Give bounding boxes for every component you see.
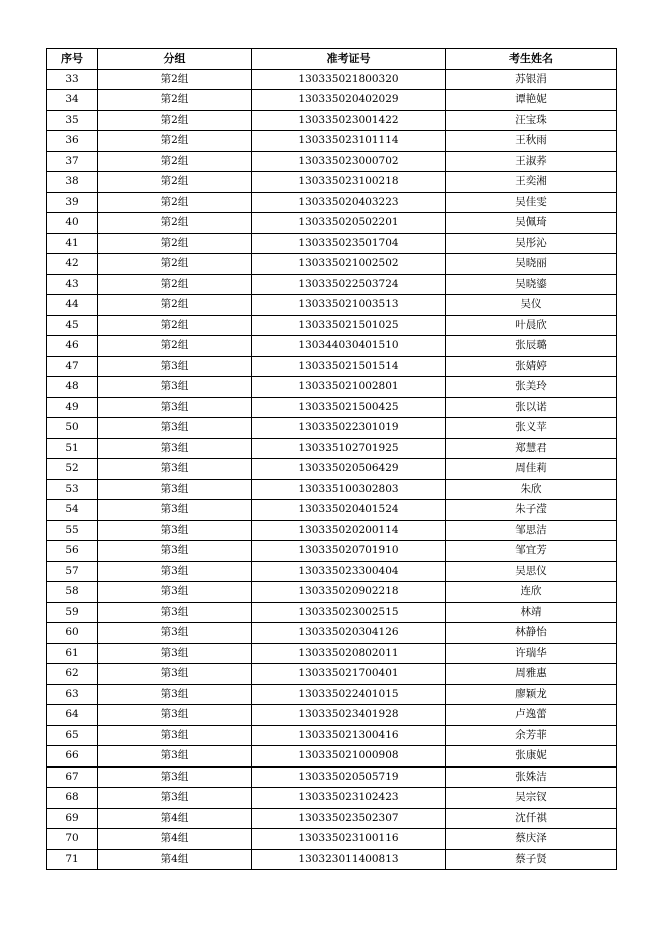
- cell-index: 50: [47, 418, 98, 439]
- cell-exam-number: 130335021000908: [252, 746, 446, 767]
- cell-exam-number: 130335023100116: [252, 829, 446, 850]
- table-row: [47, 90, 617, 111]
- table-row: [47, 336, 617, 357]
- cell-exam-number: 130335102701925: [252, 438, 446, 459]
- table-row: [47, 397, 617, 418]
- cell-exam-number: 130335020506429: [252, 459, 446, 480]
- table-row: [47, 705, 617, 726]
- cell-exam-number: 130335023300404: [252, 561, 446, 582]
- table-row: [47, 623, 617, 644]
- cell-exam-number: 130335021500425: [252, 397, 446, 418]
- cell-group: 第2组: [98, 315, 252, 336]
- cell-candidate-name: 蔡子贤: [446, 849, 617, 870]
- cell-candidate-name: 吴晓鎏: [446, 274, 617, 295]
- cell-candidate-name: 汪宝珠: [446, 110, 617, 131]
- table-row: [47, 479, 617, 500]
- cell-candidate-name: 朱欣: [446, 479, 617, 500]
- cell-group: 第2组: [98, 274, 252, 295]
- cell-index: 40: [47, 213, 98, 234]
- cell-candidate-name: 张以诺: [446, 397, 617, 418]
- table-row: [47, 500, 617, 521]
- cell-exam-number: 130335020502201: [252, 213, 446, 234]
- header-group: 分组: [98, 49, 252, 70]
- cell-group: 第3组: [98, 418, 252, 439]
- cell-group: 第2组: [98, 131, 252, 152]
- cell-exam-number: 130335020802011: [252, 643, 446, 664]
- cell-candidate-name: 张义苹: [446, 418, 617, 439]
- cell-exam-number: 130344030401510: [252, 336, 446, 357]
- cell-exam-number: 130323011400813: [252, 849, 446, 870]
- cell-index: 56: [47, 541, 98, 562]
- table-row: [47, 829, 617, 850]
- cell-index: 51: [47, 438, 98, 459]
- cell-exam-number: 130335022401015: [252, 684, 446, 705]
- cell-group: 第3组: [98, 541, 252, 562]
- cell-index: 52: [47, 459, 98, 480]
- cell-exam-number: 130335022301019: [252, 418, 446, 439]
- cell-candidate-name: 叶晨欣: [446, 315, 617, 336]
- cell-candidate-name: 林静怡: [446, 623, 617, 644]
- table-row: [47, 315, 617, 336]
- cell-exam-number: 130335020402029: [252, 90, 446, 111]
- table-row: [47, 69, 617, 90]
- table-row: [47, 172, 617, 193]
- cell-group: 第2组: [98, 110, 252, 131]
- cell-candidate-name: 谭艳妮: [446, 90, 617, 111]
- cell-group: 第2组: [98, 172, 252, 193]
- cell-group: 第3组: [98, 438, 252, 459]
- cell-index: 53: [47, 479, 98, 500]
- table-row: [47, 213, 617, 234]
- table-row: [47, 459, 617, 480]
- cell-candidate-name: 郑慧君: [446, 438, 617, 459]
- cell-exam-number: 130335023501704: [252, 233, 446, 254]
- header-index: 序号: [47, 49, 98, 70]
- cell-index: 68: [47, 788, 98, 809]
- candidate-table: [46, 48, 617, 870]
- cell-index: 67: [47, 767, 98, 788]
- cell-group: 第3组: [98, 684, 252, 705]
- cell-index: 47: [47, 356, 98, 377]
- cell-exam-number: 130335020200114: [252, 520, 446, 541]
- cell-group: 第3组: [98, 520, 252, 541]
- table-row: [47, 582, 617, 603]
- cell-candidate-name: 吴晓丽: [446, 254, 617, 275]
- cell-candidate-name: 周佳莉: [446, 459, 617, 480]
- cell-index: 43: [47, 274, 98, 295]
- cell-exam-number: 130335021300416: [252, 725, 446, 746]
- cell-index: 38: [47, 172, 98, 193]
- cell-group: 第3组: [98, 705, 252, 726]
- table-row: [47, 233, 617, 254]
- cell-group: 第3组: [98, 377, 252, 398]
- cell-exam-number: 130335021501025: [252, 315, 446, 336]
- table-row: [47, 356, 617, 377]
- cell-group: 第4组: [98, 849, 252, 870]
- cell-candidate-name: 卢逸蕾: [446, 705, 617, 726]
- cell-group: 第3组: [98, 788, 252, 809]
- table-row: [47, 684, 617, 705]
- cell-index: 66: [47, 746, 98, 767]
- cell-index: 64: [47, 705, 98, 726]
- table-row: [47, 418, 617, 439]
- cell-index: 46: [47, 336, 98, 357]
- cell-group: 第2组: [98, 254, 252, 275]
- cell-exam-number: 130335100302803: [252, 479, 446, 500]
- cell-candidate-name: 王秋雨: [446, 131, 617, 152]
- table-row: [47, 274, 617, 295]
- cell-group: 第3组: [98, 356, 252, 377]
- cell-exam-number: 130335020701910: [252, 541, 446, 562]
- cell-index: 65: [47, 725, 98, 746]
- cell-index: 54: [47, 500, 98, 521]
- cell-index: 61: [47, 643, 98, 664]
- cell-index: 36: [47, 131, 98, 152]
- cell-group: 第3组: [98, 479, 252, 500]
- cell-group: 第3组: [98, 602, 252, 623]
- cell-index: 37: [47, 151, 98, 172]
- cell-candidate-name: 周雅惠: [446, 664, 617, 685]
- cell-candidate-name: 王奕湘: [446, 172, 617, 193]
- table-row: [47, 561, 617, 582]
- header-exam-number: 准考证号: [252, 49, 446, 70]
- table-row: [47, 602, 617, 623]
- cell-group: 第2组: [98, 151, 252, 172]
- cell-group: 第2组: [98, 295, 252, 316]
- cell-index: 49: [47, 397, 98, 418]
- cell-group: 第3组: [98, 623, 252, 644]
- cell-index: 58: [47, 582, 98, 603]
- cell-candidate-name: 朱子滢: [446, 500, 617, 521]
- cell-candidate-name: 邹思洁: [446, 520, 617, 541]
- table-row: [47, 725, 617, 746]
- cell-candidate-name: 王淑荞: [446, 151, 617, 172]
- table-row: [47, 438, 617, 459]
- cell-candidate-name: 张美玲: [446, 377, 617, 398]
- cell-index: 55: [47, 520, 98, 541]
- cell-exam-number: 130335023502307: [252, 808, 446, 829]
- table-row: [47, 767, 617, 788]
- cell-index: 57: [47, 561, 98, 582]
- cell-group: 第4组: [98, 808, 252, 829]
- cell-group: 第4组: [98, 829, 252, 850]
- cell-exam-number: 130335021002502: [252, 254, 446, 275]
- cell-exam-number: 130335023102423: [252, 788, 446, 809]
- cell-candidate-name: 苏银涓: [446, 69, 617, 90]
- cell-exam-number: 130335021700401: [252, 664, 446, 685]
- cell-group: 第3组: [98, 746, 252, 767]
- cell-index: 63: [47, 684, 98, 705]
- cell-candidate-name: 余芳菲: [446, 725, 617, 746]
- cell-candidate-name: 吴仪: [446, 295, 617, 316]
- table-row: [47, 151, 617, 172]
- cell-candidate-name: 张婧婷: [446, 356, 617, 377]
- cell-index: 41: [47, 233, 98, 254]
- cell-group: 第2组: [98, 192, 252, 213]
- cell-exam-number: 130335021800320: [252, 69, 446, 90]
- cell-group: 第2组: [98, 90, 252, 111]
- table-row: [47, 664, 617, 685]
- cell-exam-number: 130335023001422: [252, 110, 446, 131]
- cell-exam-number: 130335023101114: [252, 131, 446, 152]
- cell-index: 48: [47, 377, 98, 398]
- cell-candidate-name: 许瑞华: [446, 643, 617, 664]
- table-row: [47, 808, 617, 829]
- cell-index: 59: [47, 602, 98, 623]
- cell-group: 第3组: [98, 664, 252, 685]
- table-row: [47, 520, 617, 541]
- cell-group: 第3组: [98, 459, 252, 480]
- table-row: [47, 110, 617, 131]
- cell-index: 44: [47, 295, 98, 316]
- cell-exam-number: 130335020304126: [252, 623, 446, 644]
- cell-exam-number: 130335021003513: [252, 295, 446, 316]
- header-candidate-name: 考生姓名: [446, 49, 617, 70]
- cell-index: 70: [47, 829, 98, 850]
- cell-index: 60: [47, 623, 98, 644]
- cell-group: 第3组: [98, 767, 252, 788]
- cell-exam-number: 130335023100218: [252, 172, 446, 193]
- cell-exam-number: 130335021501514: [252, 356, 446, 377]
- cell-exam-number: 130335022503724: [252, 274, 446, 295]
- cell-candidate-name: 吴佳雯: [446, 192, 617, 213]
- cell-candidate-name: 张姝洁: [446, 767, 617, 788]
- cell-exam-number: 130335020401524: [252, 500, 446, 521]
- table-row: [47, 295, 617, 316]
- table-row: [47, 643, 617, 664]
- table-row: [47, 541, 617, 562]
- cell-group: 第2组: [98, 336, 252, 357]
- table-row: [47, 192, 617, 213]
- cell-candidate-name: 连欣: [446, 582, 617, 603]
- cell-candidate-name: 蔡庆泽: [446, 829, 617, 850]
- cell-exam-number: 130335020505719: [252, 767, 446, 788]
- cell-group: 第3组: [98, 561, 252, 582]
- cell-group: 第3组: [98, 725, 252, 746]
- table-row: [47, 254, 617, 275]
- cell-group: 第2组: [98, 69, 252, 90]
- cell-index: 62: [47, 664, 98, 685]
- cell-group: 第2组: [98, 213, 252, 234]
- cell-index: 39: [47, 192, 98, 213]
- cell-candidate-name: 邹宜芳: [446, 541, 617, 562]
- table-row: [47, 131, 617, 152]
- cell-exam-number: 130335023002515: [252, 602, 446, 623]
- cell-group: 第3组: [98, 397, 252, 418]
- cell-exam-number: 130335020403223: [252, 192, 446, 213]
- table-row: [47, 746, 617, 767]
- cell-candidate-name: 林靖: [446, 602, 617, 623]
- table-row: [47, 377, 617, 398]
- cell-group: 第3组: [98, 582, 252, 603]
- cell-candidate-name: 沈仟祺: [446, 808, 617, 829]
- cell-group: 第2组: [98, 233, 252, 254]
- cell-candidate-name: 吴宗钗: [446, 788, 617, 809]
- cell-index: 42: [47, 254, 98, 275]
- cell-exam-number: 130335021002801: [252, 377, 446, 398]
- table-row: [47, 849, 617, 870]
- cell-index: 33: [47, 69, 98, 90]
- cell-candidate-name: 张康妮: [446, 746, 617, 767]
- cell-candidate-name: 吴佩琦: [446, 213, 617, 234]
- cell-index: 34: [47, 90, 98, 111]
- cell-exam-number: 130335023401928: [252, 705, 446, 726]
- cell-candidate-name: 廖颖龙: [446, 684, 617, 705]
- cell-candidate-name: 张辰璐: [446, 336, 617, 357]
- cell-group: 第3组: [98, 643, 252, 664]
- cell-index: 45: [47, 315, 98, 336]
- cell-index: 35: [47, 110, 98, 131]
- cell-group: 第3组: [98, 500, 252, 521]
- cell-candidate-name: 吴思仪: [446, 561, 617, 582]
- table-header-row: [47, 49, 617, 70]
- cell-candidate-name: 吴彤沁: [446, 233, 617, 254]
- table-row: [47, 788, 617, 809]
- cell-index: 71: [47, 849, 98, 870]
- cell-exam-number: 130335020902218: [252, 582, 446, 603]
- cell-exam-number: 130335023000702: [252, 151, 446, 172]
- cell-index: 69: [47, 808, 98, 829]
